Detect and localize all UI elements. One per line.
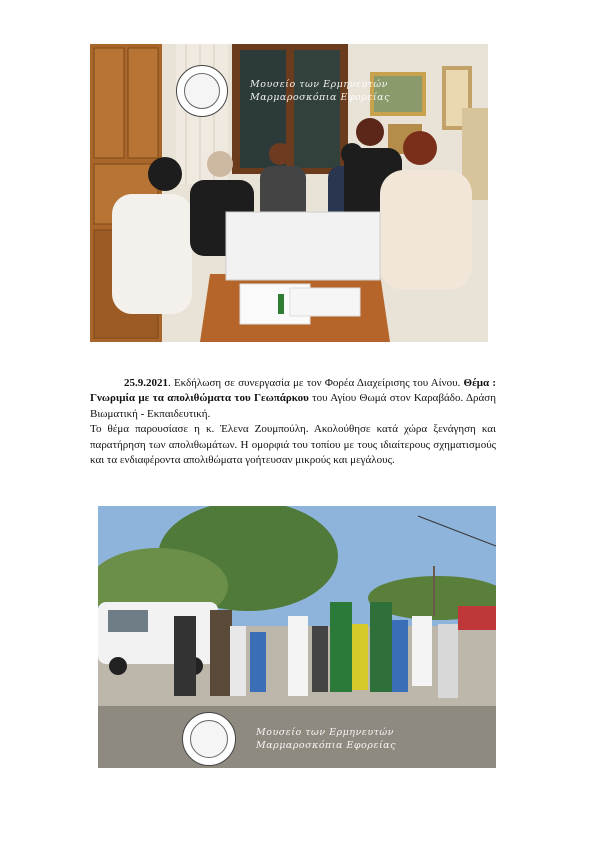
event-photo-indoor	[90, 44, 488, 342]
logo-script-line-1: Μουσείο των Ερμηνευτών	[250, 79, 388, 90]
theme-label: Θέμα :	[463, 377, 497, 389]
theme-rest: του Αγίου Θωμά στον Καραβάδο. Δράση Βιωματική - Εκπαιδευτική.	[90, 392, 496, 420]
museum-logo-script	[256, 726, 396, 752]
logo-script-line-2: Μαρμαροσκόπια Εφορείας	[250, 92, 390, 103]
caption-paragraph-2: Το θέμα παρουσίασε η κ. Έλενα Ζουμπούλη. Ακολούθησε κατά χώρα ξενάγηση και παρατήρηση των απολιθωμάτων. Η ομορφιά του τοπίου με τους ιδιαίτερους σχηματισμούς και τα ενδιαφέροντα απολιθώματα γοήτευσαν μικρούς και μεγάλους.	[90, 423, 496, 467]
caption-paragraph-1	[90, 376, 496, 422]
event-caption	[90, 376, 496, 468]
museum-seal-logo	[182, 712, 236, 766]
museum-seal-logo	[176, 65, 228, 117]
logo-script-line-2: Μαρμαροσκόπια Εφορείας	[256, 740, 396, 751]
event-description: . Εκδήλωση σε συνεργασία με τον Φορέα Διαχείρισης του Αίνου.	[168, 377, 461, 389]
museum-logo-script	[250, 78, 390, 104]
theme-title: Γνωριμία με τα απολιθώματα του Γεωπάρκου	[90, 392, 309, 405]
event-date: 25.9.2021	[124, 377, 168, 389]
event-photo-outdoor	[98, 506, 496, 768]
logo-script-line-1: Μουσείο των Ερμηνευτών	[256, 727, 394, 738]
